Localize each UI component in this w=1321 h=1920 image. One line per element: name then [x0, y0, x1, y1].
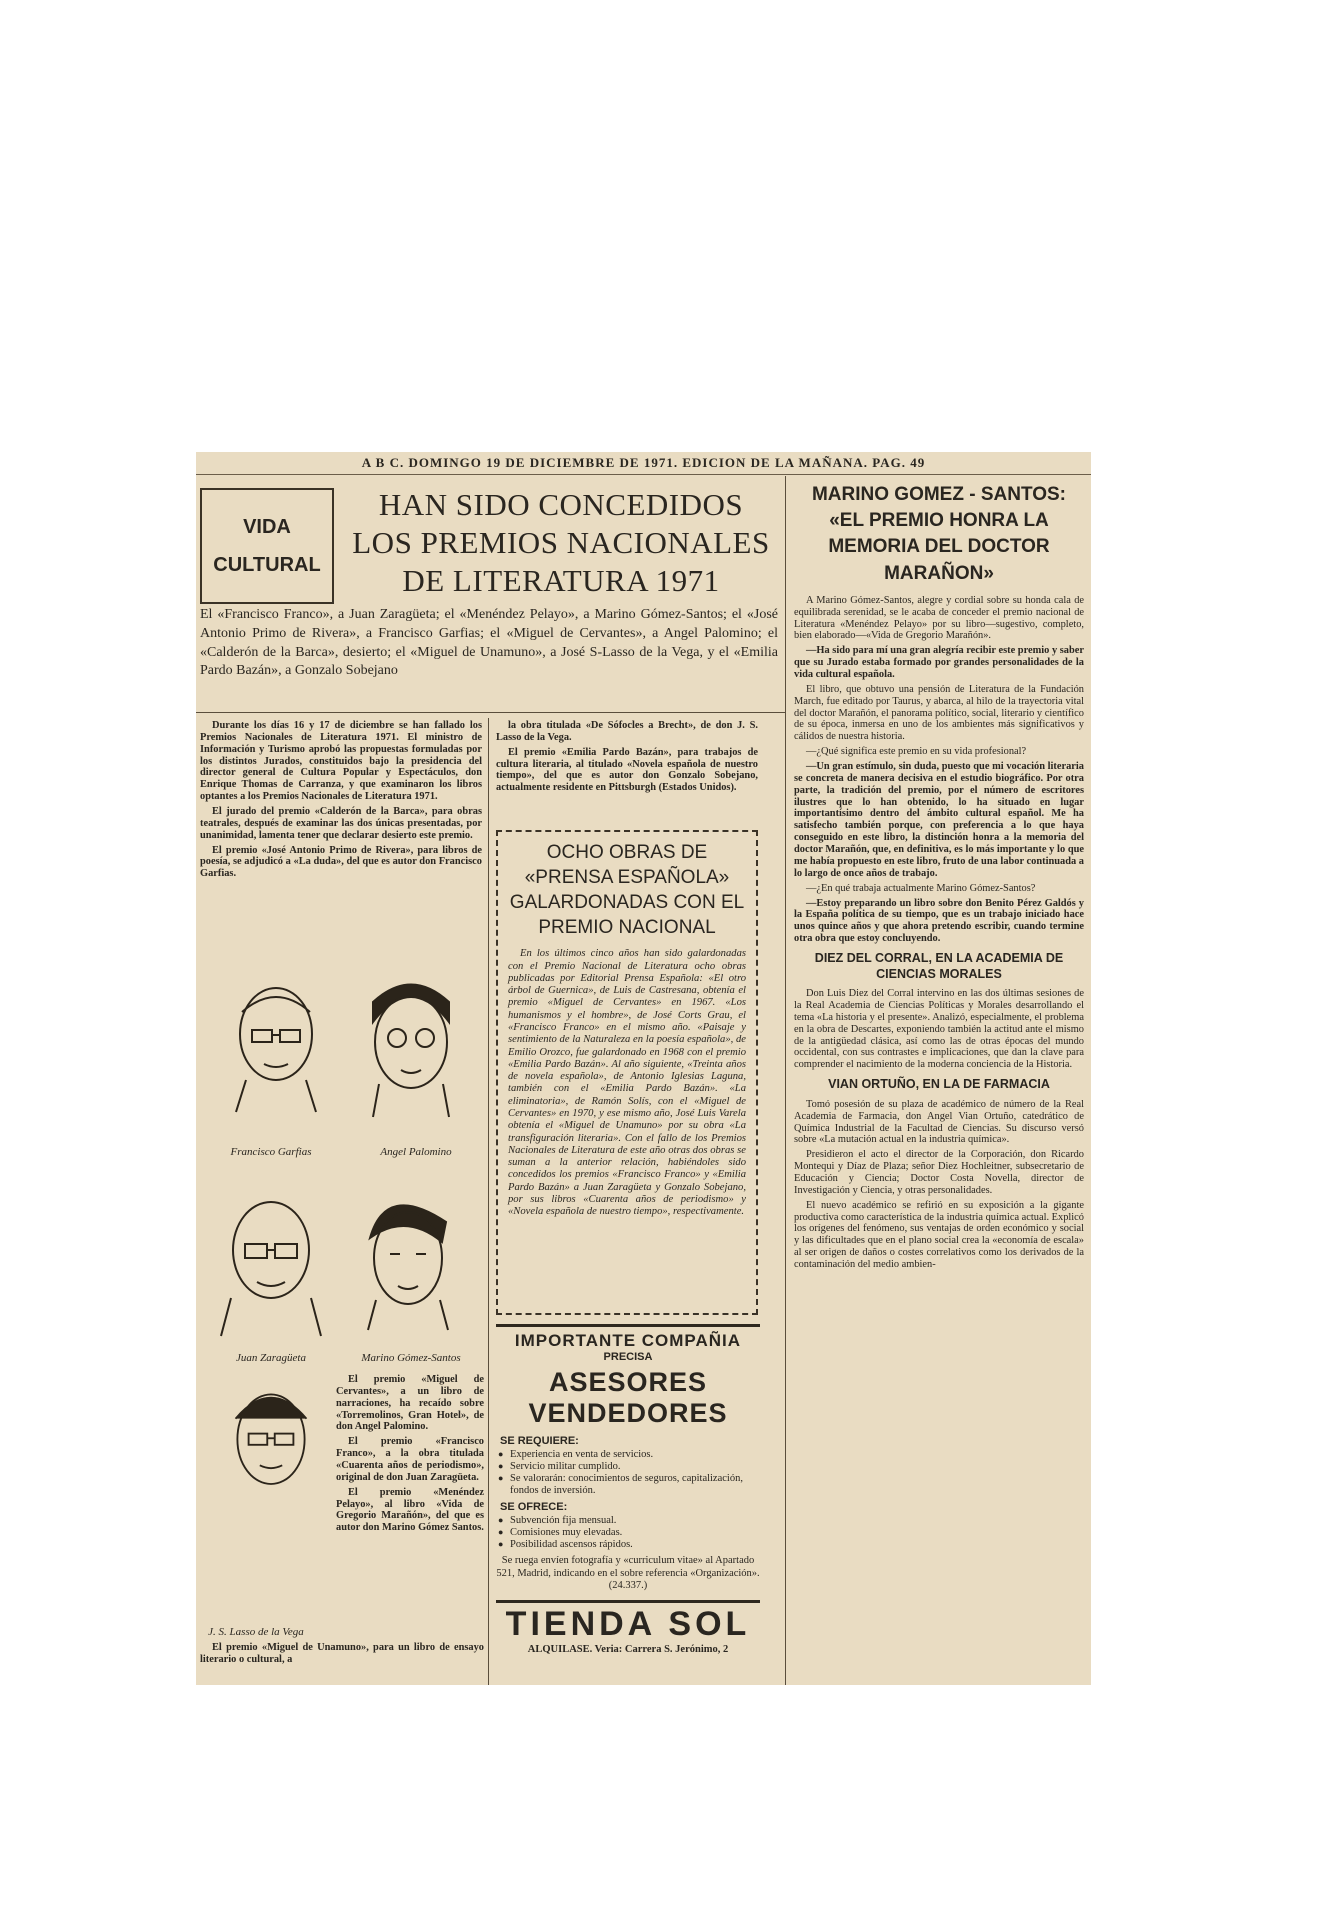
section-label-2: CULTURAL: [213, 554, 321, 576]
ad-offers-list: [496, 1515, 760, 1551]
ad-note: Se ruega envíen fotografía y «curriculum vitae» al Apartado 521, Madrid, indicando en el sobre referencia «Organización». (24.337.): [496, 1555, 760, 1591]
portrait-palomino: [351, 972, 471, 1122]
column-rule-mid: [488, 718, 489, 1685]
bottom-left-column: [336, 1374, 484, 1639]
list-item: ● Posibilidad ascensos rápidos.: [510, 1539, 760, 1551]
left-paragraph: El premio «José Antonio Primo de Rivera», para libros de poesía, se adjudicó a «La duda», del que es autor don Francisco Garfias.: [200, 844, 482, 880]
ad-requires-label: SE REQUIERE:: [500, 1435, 579, 1447]
section-label-1: VIDA: [243, 516, 291, 538]
ad-role: ASESORES VENDEDORES: [528, 1367, 728, 1428]
list-item: ● Subvención fija mensual.: [510, 1515, 760, 1527]
caption-garfias: Francisco Garfias: [230, 1146, 312, 1158]
prensa-espanola-box: [496, 830, 758, 1315]
ad-company: IMPORTANTE COMPAÑIA: [496, 1324, 760, 1351]
interview-paragraph: —Un gran estímulo, sin duda, puesto que mi vocación literaria se concreta de manera decisiva en el estudio biográfico. Por otra parte, la tradición del premio, por el número de escritores ilustres que lo han obtenido, lo ha situado en lugar importantísimo dentro del ámbito cultural español. Me ha satisfecho también porque, con preferencia a lo que haya conseguido en este libro, la distinción honra a la memoria del doctor Marañón, que, en definitiva, es lo más importante y lo que me había propuesto en este libro, fruto de una labor continuada a lo largo de once años de trabajo.: [794, 761, 1084, 879]
list-item: ● Experiencia en venta de servicios.: [510, 1449, 760, 1461]
vian-paragraph: Presidieron el acto el director de la Corporación, don Ricardo Montequi y Díaz de Plaza; señor Diez Hochleitner, subsecretario de Educación y Ciencia; Doctor Costa Novella, director de Investigación y Ciencia, y otras personalidades.: [794, 1149, 1084, 1196]
middle-column: [496, 720, 758, 824]
tienda-address: ALQUILASE. Veria: Carrera S. Jerónimo, 2: [527, 1643, 729, 1655]
portrait-garfias: [216, 972, 336, 1122]
award-paragraph: El premio «Miguel de Cervantes», a un libro de narraciones, ha recaído sobre «Torremolinos, Gran Hotel», de don Angel Palomino.: [336, 1374, 484, 1433]
tienda-sol-ad: TIENDA SOL: [496, 1600, 760, 1644]
list-item: ● Se valorarán: conocimientos de seguros, capitalización, fondos de inversión.: [510, 1473, 760, 1497]
middle-paragraph: la obra titulada «De Sófocles a Brecht», de don J. S. Lasso de la Vega.: [496, 720, 758, 743]
portrait-zaragueta: [211, 1188, 331, 1338]
newspaper-page: [196, 452, 1091, 1685]
lede-rule: [196, 712, 785, 713]
interview-paragraph: A Marino Gómez-Santos, alegre y cordial sobre su honda cala de equilibrada serenidad, se le acaba de conceder el premio nacional de Literatura «Menéndez Pelayo» por su libro—sugestivo, completo, bien elaborado—«Vida de Gregorio Marañón».: [794, 594, 1084, 642]
portrait-lasso: [211, 1372, 331, 1512]
diez-del-corral-body: Don Luis Diez del Corral intervino en las dos últimas sesiones de la Real Academia de Ciencias Políticas y Morales desarrollando el tema «La historia y el presente». Analizó, especialmente, el problema en la obra de Descartes, exponiendo también la actitud ante el mismo de la antigüedad clásica, así como las de otras épocas del mundo occidental, con sus contrastes e implicaciones, que dan la clave para comprender el nacimiento de la moderna conciencia de la Historia.: [794, 988, 1084, 1071]
caption-gomez-santos: Marino Gómez-Santos: [361, 1352, 461, 1364]
interview-paragraph: —Ha sido para mí una gran alegría recibir este premio y saber que su Jurado estaba formado por grandes personalidades de la vida cultural española.: [794, 645, 1084, 681]
section-box: [200, 488, 334, 604]
masthead: A B C. DOMINGO 19 DE DICIEMBRE DE 1971. EDICION DE LA MAÑANA. PAG. 49: [196, 452, 1091, 475]
right-headline: MARINO GOMEZ - SANTOS: «EL PREMIO HONRA LA MEMORIA DEL DOCTOR MARAÑON»: [811, 484, 1067, 584]
list-item: ● Comisiones muy elevadas.: [510, 1527, 760, 1539]
subheading-vian-ortuno: VIAN ORTUÑO, EN LA DE FARMACIA: [828, 1077, 1050, 1092]
ad-precisa: PRECISA: [603, 1351, 653, 1363]
caption-zaragueta: Juan Zaragüeta: [236, 1352, 306, 1364]
interview-paragraph: El libro, que obtuvo una pensión de Literatura de la Fundación March, fue editado por Taurus, y abarca, al hilo de la trayectoria vital del doctor Marañón, el panorama político, social, literario y científico de su época, inmersa en uno de los ambientes más significativos y cálidos de nuestra historia.: [794, 683, 1084, 743]
subheading-diez-del-corral: DIEZ DEL CORRAL, EN LA ACADEMIA DE CIENCIAS MORALES: [814, 950, 1064, 981]
right-column: [794, 480, 1084, 1685]
ad-offers-label: SE OFRECE:: [500, 1501, 568, 1514]
vian-paragraph: El nuevo académico se refirió en su exposición a la gigante productiva como característica de la industria química actual. Explicó los orígenes del fenómeno, sus ventajas de orden económico y social y las dificultades que en el plano social crea la «economía de escala» al ser origen de daños o costes correlativos como los derivados de la contaminación del medio ambien-: [794, 1199, 1084, 1270]
advertisement: [496, 1324, 760, 1682]
left-column: [200, 720, 482, 952]
box-body: En los últimos cinco años han sido galardonadas con el Premio Nacional de Literatura ocho obras publicadas por Editorial Prensa Española: «El otro árbol de Guernica», de Luis de Castresana, obtenía el premio «Miguel de Cervantes» en 1967. «Los humanismos y el hombre», de José Corts Grau, el «Francisco Franco» en el mismo año. «Paisaje y sentimiento de la Naturaleza en la poesía española», de Emilio Orozco, fue galardonado en 1968 con el premio «Emilia Pardo Bazán». Al año siguiente, «Treinta años de novela española», de Antonio Iglesias Laguna, también con el «Emilia Pardo Bazán». «La eliminatoria», de Ramón Solís, con el «Miguel de Cervantes» en 1970, y ese mismo año, José Luis Varela obtenía el «Miguel de Unamuno» por su obra «La transfiguración literaria». Con el fallo de los Premios Nacionales de Literatura de este año otras dos obras se suman a la anterior relación, habiéndoles sido concedidos los premios «Francisco Franco» y «Emilia Pardo Bazán» a Juan Zaragüeta y Gonzalo Sobejano, por sus libros «Cuarenta años de periodismo» y «Novela española de nuestro tiempo», respectivamente.: [508, 948, 746, 1218]
caption-lasso: J. S. Lasso de la Vega: [208, 1626, 304, 1638]
interview-paragraph: —Estoy preparando un libro sobre don Benito Pérez Galdós y la España política de su tiempo, que es un trabajo iniciado hace unos quince años y que ahora pretendo escribir, cuando termine otra obra que estoy concluyendo.: [794, 897, 1084, 945]
interview-paragraph: —¿Qué significa este premio en su vida profesional?: [806, 746, 1027, 758]
portrait-gomez-santos: [346, 1182, 466, 1332]
list-item: ● Servicio militar cumplido.: [510, 1461, 760, 1473]
interview-paragraph: —¿En qué trabaja actualmente Marino Gómez-Santos?: [806, 882, 1036, 894]
ad-requires-list: [496, 1449, 760, 1497]
box-title: OCHO OBRAS DE «PRENSA ESPAÑOLA» GALARDONADAS CON EL PREMIO NACIONAL: [509, 842, 745, 939]
award-paragraph: El premio «Francisco Franco», a la obra titulada «Cuarenta años de periodismo», original de don Juan Zaragüeta.: [336, 1436, 484, 1483]
award-paragraph: El premio «Miguel de Unamuno», para un libro de ensayo literario o cultural, a: [200, 1642, 484, 1665]
lede: El «Francisco Franco», a Juan Zaragüeta; el «Menéndez Pelayo», a Marino Gómez-Santos; el «José Antonio Primo de Rivera», a Francisco Garfias; el «Miguel de Cervantes», a Angel Palomino; el «Calderón de la Barca», desierto; el «Miguel de Unamuno», a José S-Lasso de la Vega, y el «Emilia Pardo Bazán», a Gonzalo Sobejano: [200, 607, 778, 679]
middle-paragraph: El premio «Emilia Pardo Bazán», para trabajos de cultura literaria, al titulado «Novela española de nuestro tiempo», del que es autor don Gonzalo Sobejano, actualmente residente en Pittsburgh (Estados Unidos).: [496, 746, 758, 794]
main-headline: HAN SIDO CONCEDIDOS LOS PREMIOS NACIONALES DE LITERATURA 1971: [352, 487, 770, 598]
caption-palomino: Angel Palomino: [380, 1146, 452, 1158]
left-paragraph: El jurado del premio «Calderón de la Barca», para obras teatrales, después de examinar las dos únicas presentadas, por unanimidad, lamenta tener que declarar desierto este premio.: [200, 806, 482, 841]
column-rule-right: [785, 476, 786, 1685]
award-paragraph: El premio «Menéndez Pelayo», al libro «Vida de Gregorio Marañón», del que es autor don Marino Gómez Santos.: [336, 1486, 484, 1534]
bottom-left-continuation: [200, 1642, 484, 1684]
left-paragraph: Durante los días 16 y 17 de diciembre se han fallado los Premios Nacionales de Literatura 1971. El ministro de Información y Turismo aprobó las propuestas formuladas por los distintos Jurados, constituidos bajo la presidencia del director general de Cultura Popular y Espectáculos, don Enrique Thomas de Carranza, y que examinaron los libros optantes a los Premios Nacionales de Literatura 1971.: [200, 720, 482, 803]
vian-paragraph: Tomó posesión de su plaza de académico de número de la Real Academia de Farmacia, don Angel Vian Ortuño, catedrático de Química Industrial de la Facultad de Ciencias. Su discurso versó sobre «La mutación actual en la industria química».: [794, 1098, 1084, 1146]
